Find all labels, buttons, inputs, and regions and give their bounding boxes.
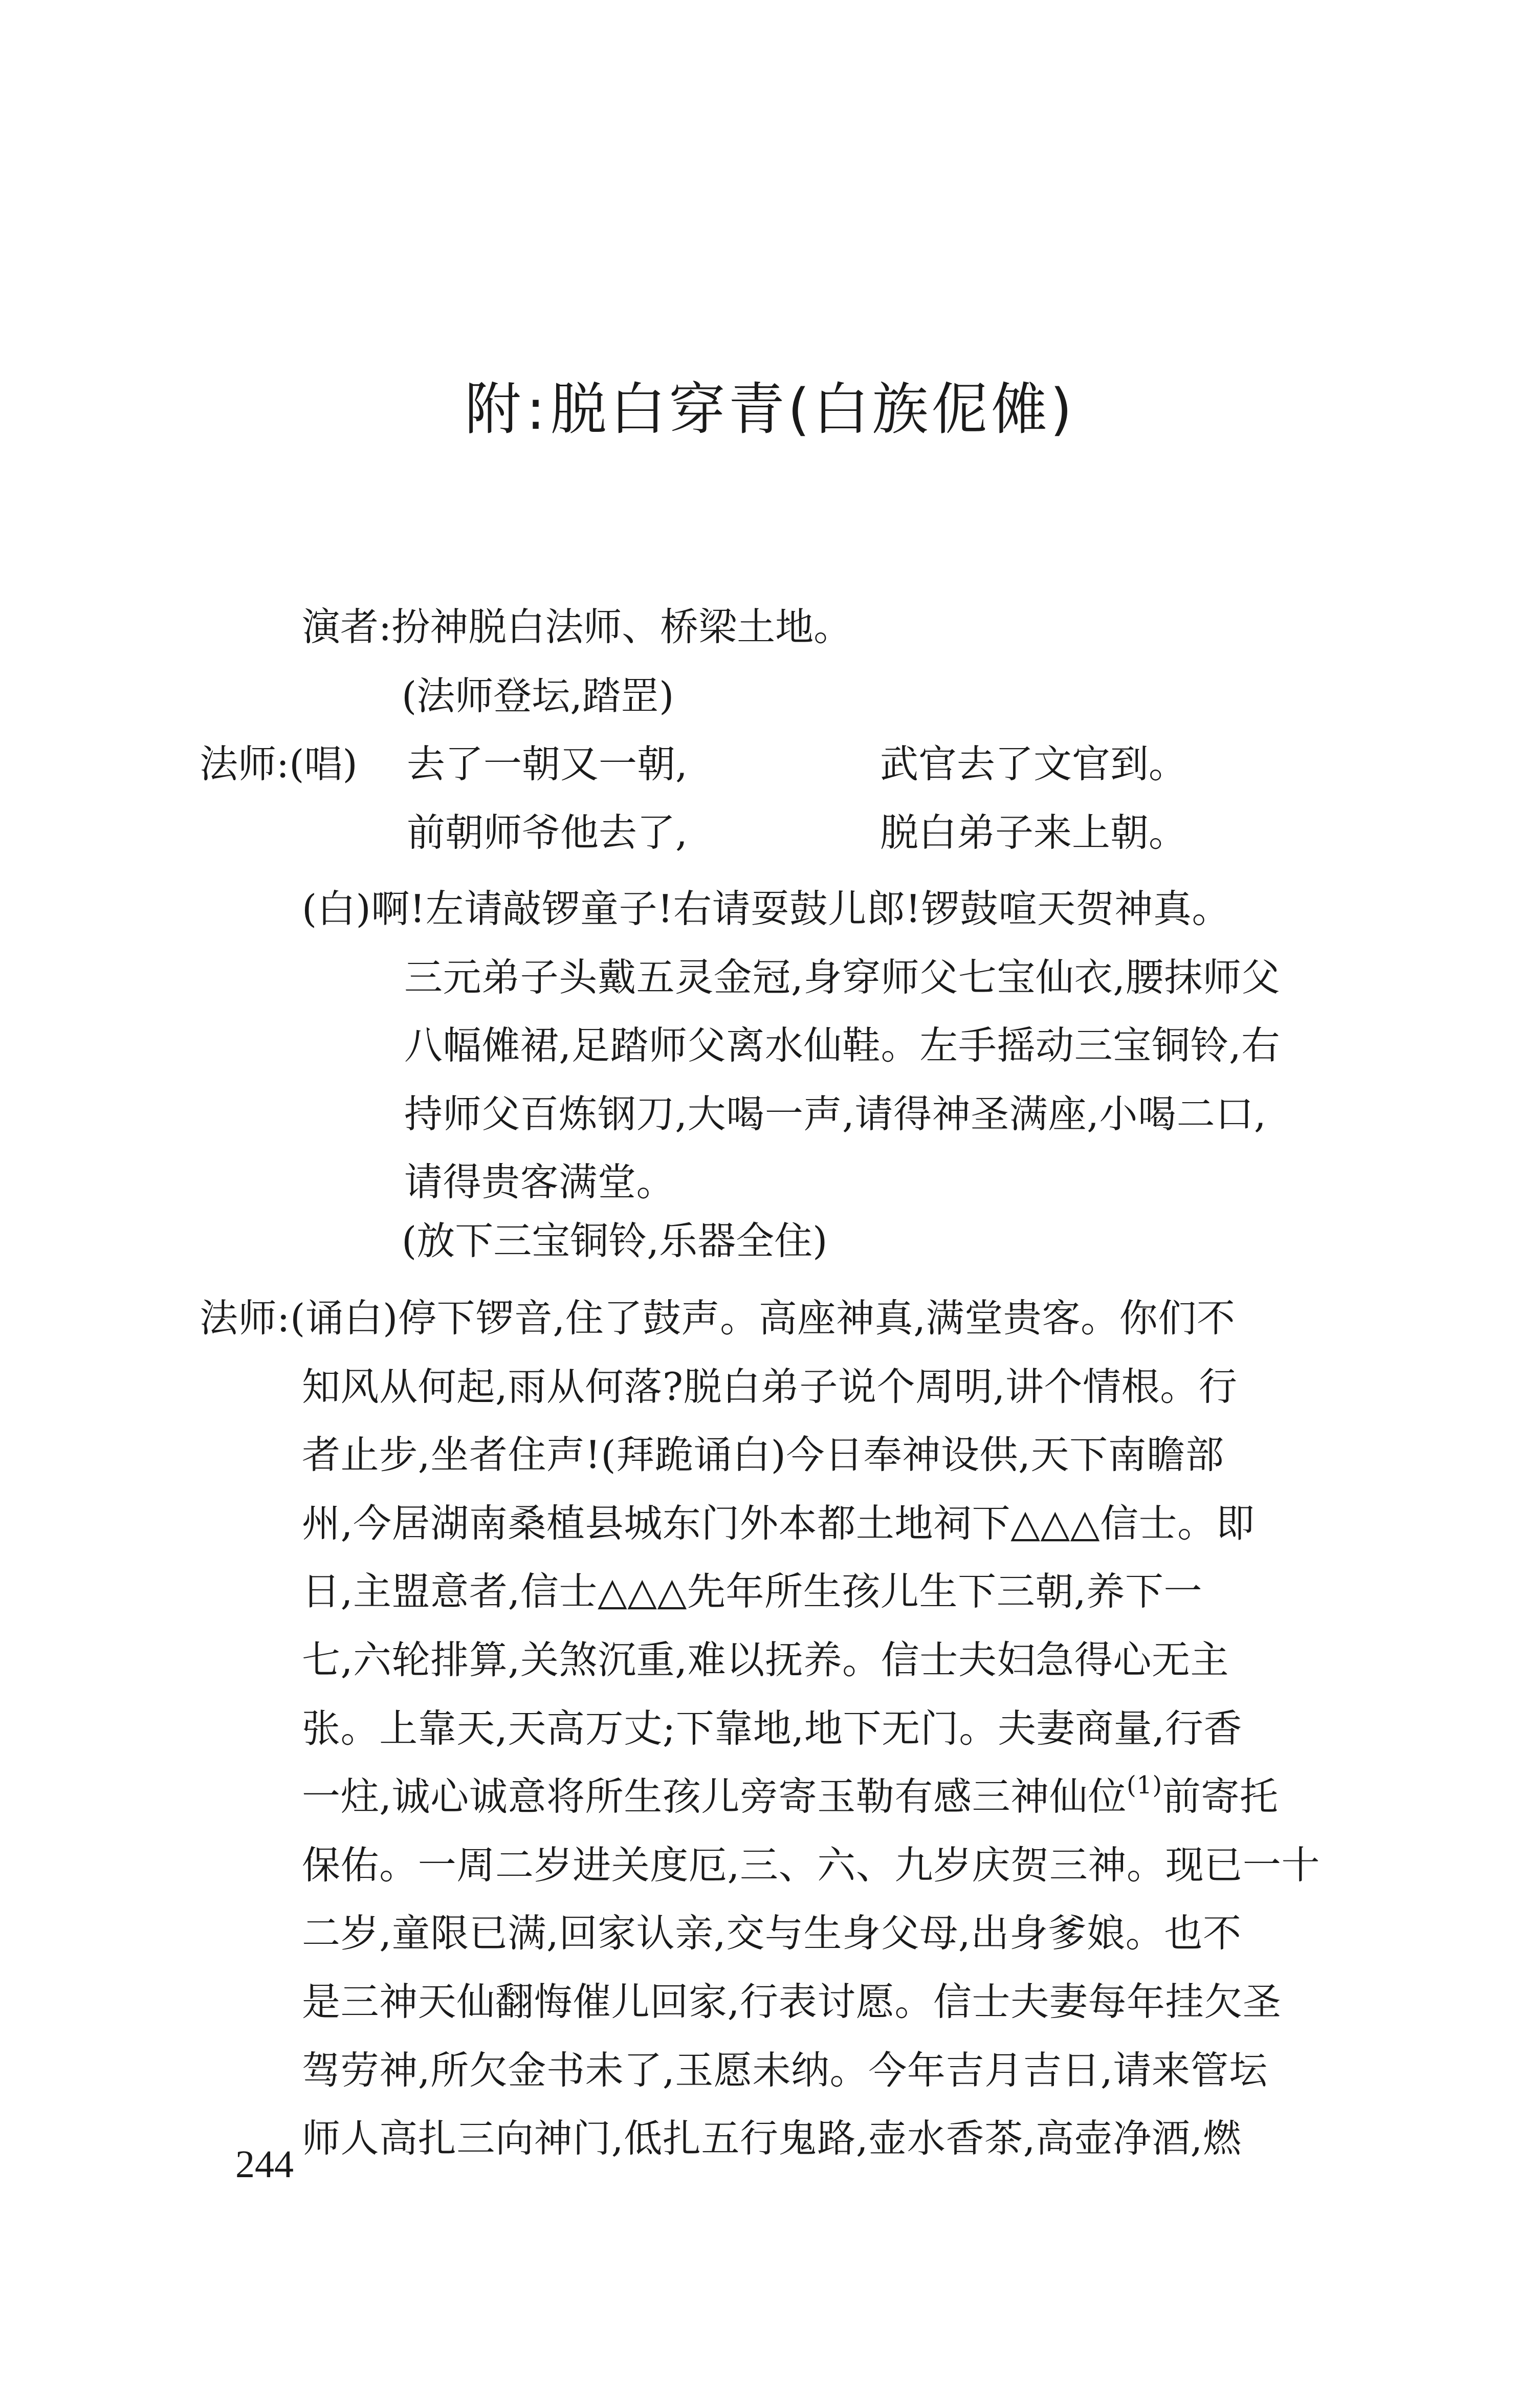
text-fragment: 一炷,诚心诚意将所生孩儿旁寄玉勒有感三神仙位 <box>302 1774 1127 1820</box>
text-row: 州,今居湖南桑植县城东门外本都土地祠下△△△信士。即 <box>302 1500 1255 1546</box>
text-row: 三元弟子头戴五灵金冠,身穿师父七宝仙衣,腰抹师父 <box>404 954 1281 1000</box>
footnote-marker: (1) <box>1127 1771 1162 1800</box>
song-line-2-left: 前朝师爷他去了, <box>407 810 688 855</box>
page-title <box>0 374 1540 445</box>
text-row: 者止步,坐者住声!(拜跪诵白)今日奉神设供,天下南瞻部 <box>302 1432 1224 1478</box>
song-speaker-label: 法师:(唱) <box>200 741 358 786</box>
text-row: 法师:(诵白)停下锣音,住了鼓声。高座神真,满堂贵客。你们不 <box>200 1296 1236 1341</box>
text-row: 师人高扎三向神门,低扎五行鬼路,壶水香茶,高壶净酒,燃 <box>302 2116 1242 2161</box>
text-row-with-footnote <box>302 1763 1381 1831</box>
text-row: 知风从何起,雨从何落?脱白弟子说个周明,讲个情根。行 <box>302 1364 1238 1409</box>
title-prefix: 附 <box>465 377 524 442</box>
text-row: 二岁,童限已满,回家认亲,交与生身父母,出身爹娘。也不 <box>302 1911 1242 1956</box>
text-row: 八幅傩裙,足踏师父离水仙鞋。左手摇动三宝铜铃,右 <box>404 1023 1281 1068</box>
text-row: 驾劳神,所欠金书未了,玉愿未纳。今年吉月吉日,请来管坛 <box>302 2047 1268 2093</box>
text-row: 保佑。一周二岁进关度厄,三、六、九岁庆贺三神。现已一十 <box>302 1842 1321 1888</box>
text-row: (白)啊!左请敲锣童子!右请耍鼓儿郎!锣鼓喧天贺神真。 <box>302 886 1231 931</box>
text-row: 七,六轮排算,关煞沉重,难以抚养。信士夫妇急得心无主 <box>302 1637 1229 1682</box>
text-row: 请得贵客满堂。 <box>404 1159 675 1204</box>
spoken-passage <box>302 875 1381 1217</box>
page-number: 244 <box>235 2143 294 2186</box>
stage-direction: (放下三宝铜铃,乐器全住) <box>402 1218 828 1263</box>
title-colon: : <box>526 377 548 442</box>
text-fragment: 前寄托 <box>1162 1774 1279 1820</box>
text-row: 是三神天仙翻悔催儿回家,行表讨愿。信士夫妻每年挂欠圣 <box>302 1979 1282 2024</box>
title-text: 脱白穿青(白族伲傩) <box>550 377 1075 442</box>
song-line-1-left: 去了一朝又一朝, <box>407 741 688 786</box>
song-line-2-right: 脱白弟子来上朝。 <box>880 810 1187 855</box>
text-row: 日,主盟意者,信士△△△先年所生孩儿生下三朝,养下一 <box>302 1569 1203 1614</box>
performers-line: 演者:扮神脱白法师、桥梁土地。 <box>302 604 852 649</box>
text-row: 持师父百炼钢刀,大喝一声,请得神圣满座,小喝二口, <box>404 1091 1267 1136</box>
text-row: 张。上靠天,天高万丈;下靠地,地下无门。夫妻商量,行香 <box>302 1705 1242 1751</box>
stage-direction: (法师登坛,踏罡) <box>402 673 674 718</box>
song-line-1-right: 武官去了文官到。 <box>880 741 1187 786</box>
